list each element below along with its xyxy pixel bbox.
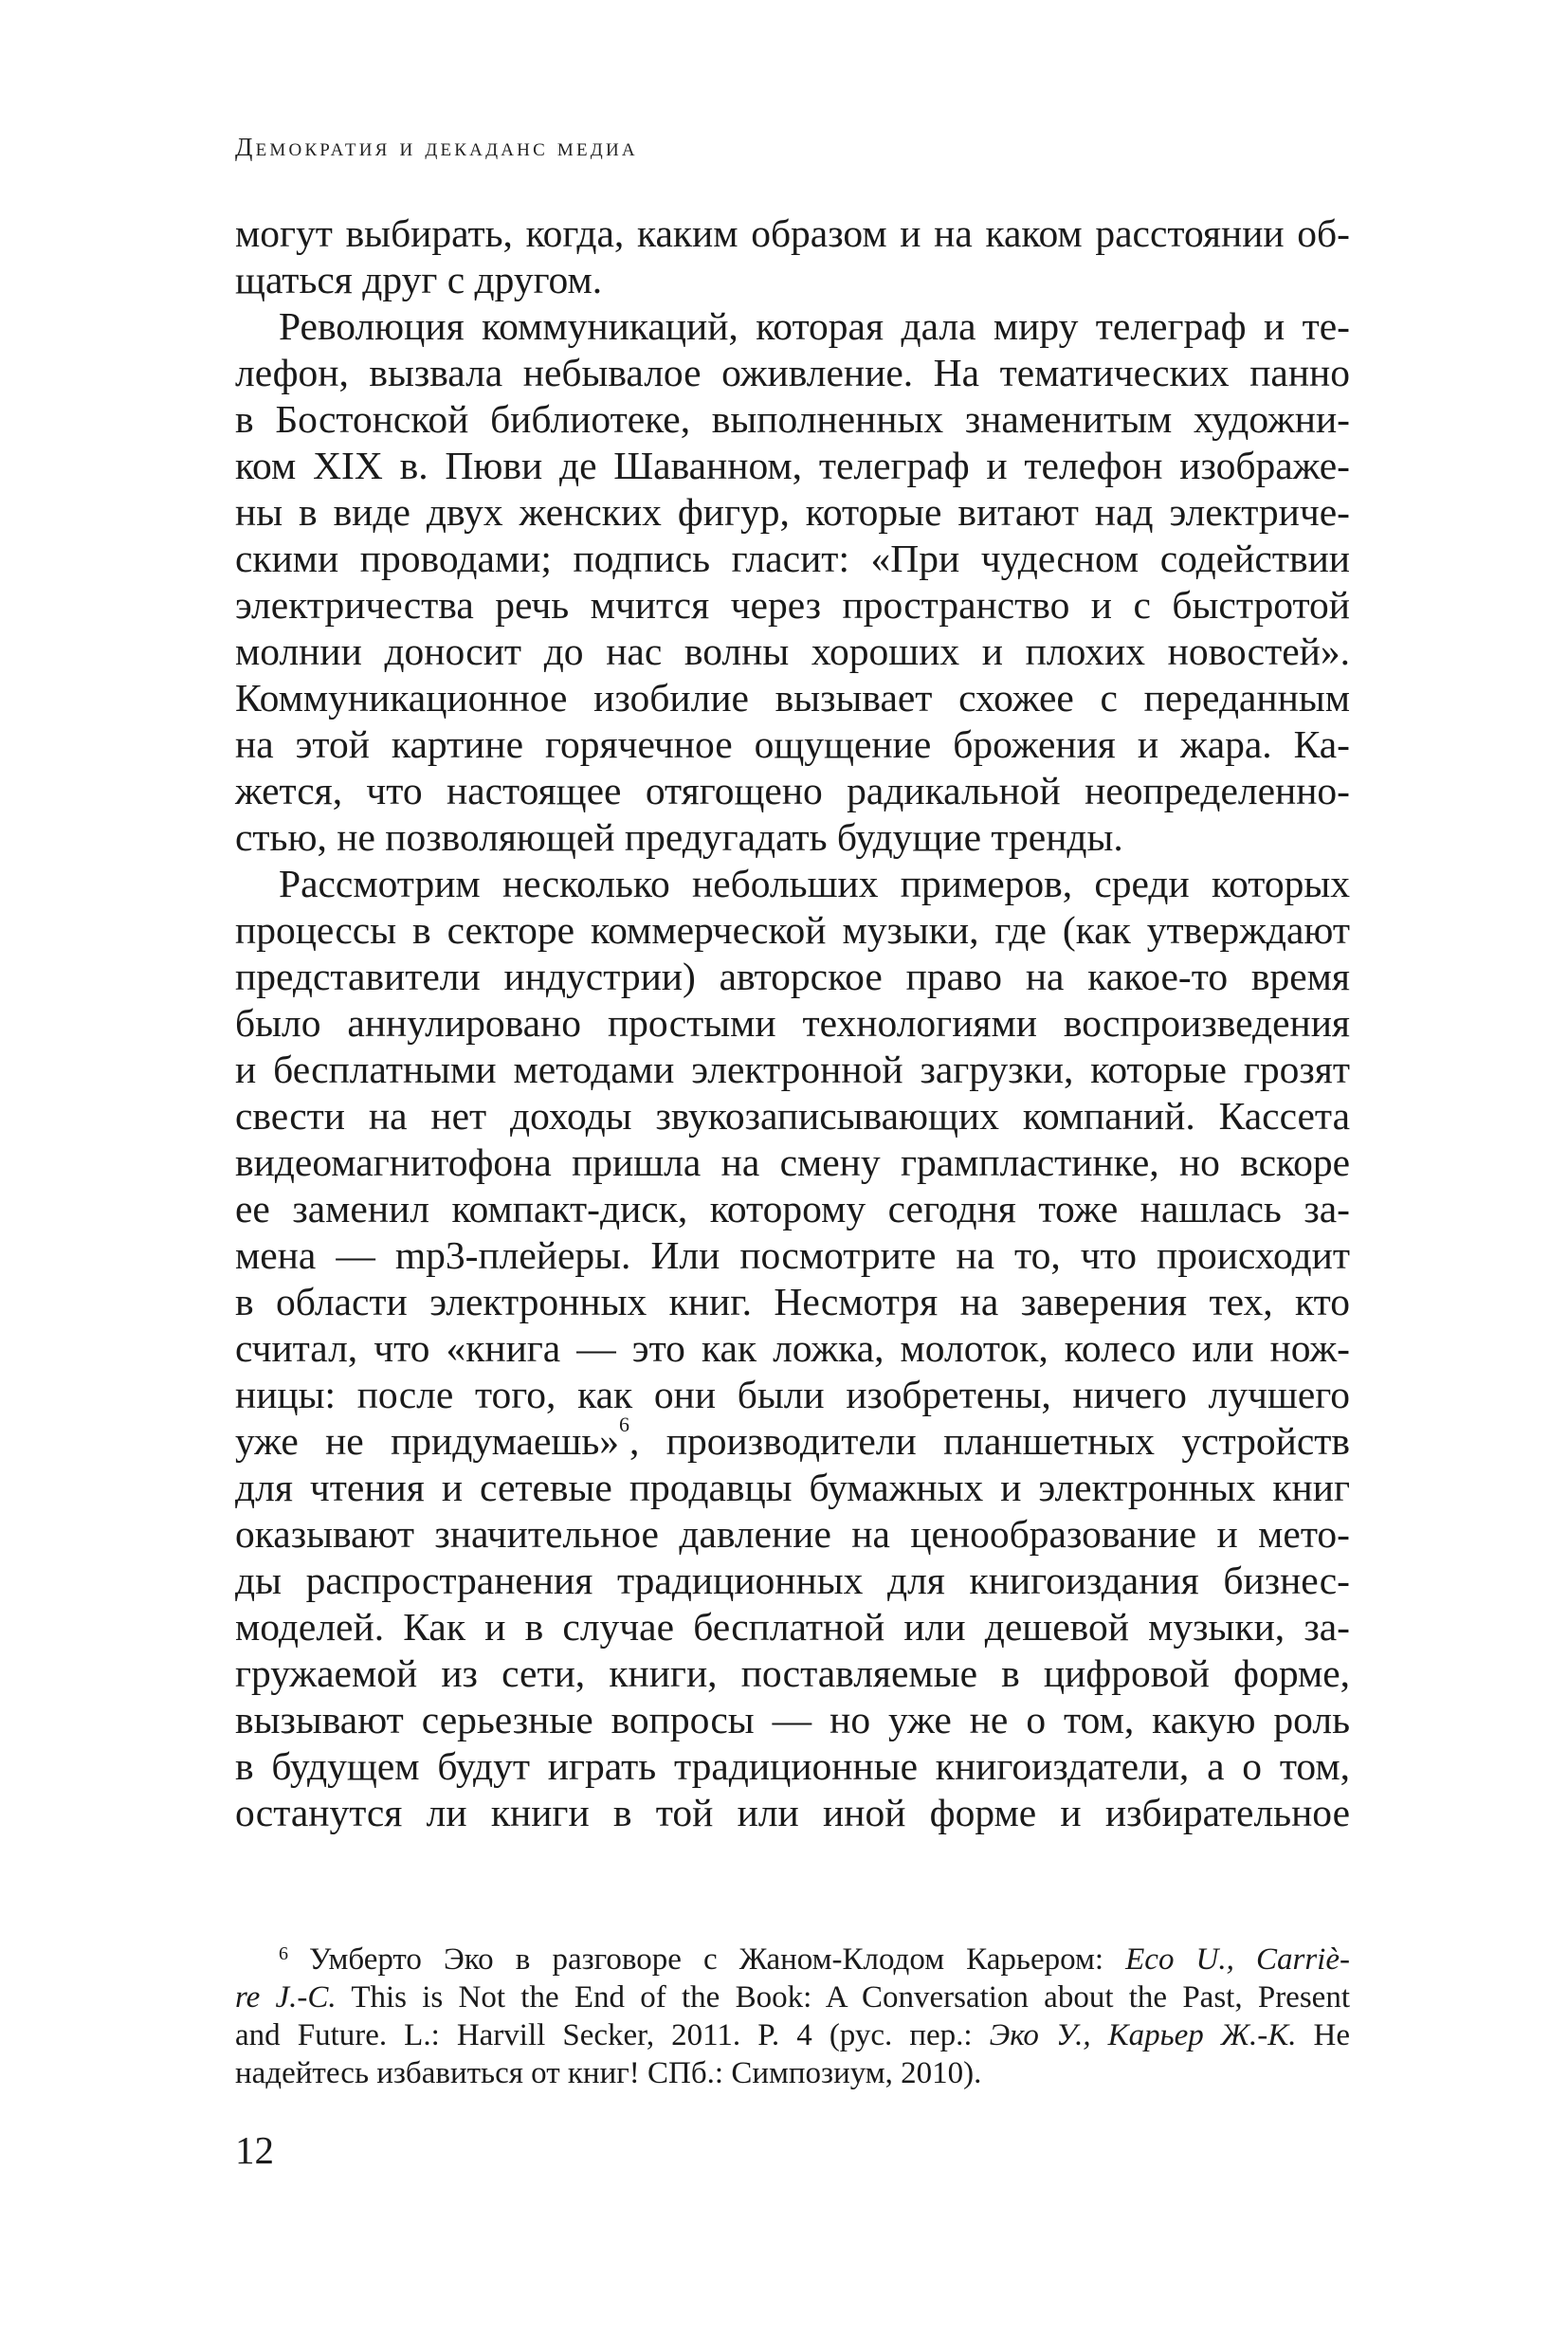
text-line xyxy=(235,1558,1350,1604)
text-line-content: лефон, вызвала небывалое оживление. На тематических панно xyxy=(235,351,1350,394)
text-line xyxy=(235,1047,1350,1093)
text-line-content: представители индустрии) авторское право на какое-то время xyxy=(235,955,1350,998)
text-line-content: считал, что «книга — это как ложка, молоток, колесо или нож- xyxy=(235,1326,1350,1370)
text-line xyxy=(235,303,1350,350)
text-line-content: в будущем будут играть традиционные книгоиздатели, а о том, xyxy=(235,1744,1350,1788)
text-line xyxy=(235,396,1350,443)
text-line-content: в Бостонской библиотеке, выполненных знаменитым художни- xyxy=(235,397,1350,441)
text-line-content: для чтения и сетевые продавцы бумажных и электронных книг xyxy=(235,1466,1350,1509)
page-number: 12 xyxy=(235,2128,274,2172)
footnote-text: надейтесь избавиться от книг! СПб.: Симпозиум, 2010). xyxy=(235,2056,982,2090)
text-line xyxy=(235,350,1350,396)
text-line xyxy=(235,210,1350,257)
text-line-content: свести на нет доходы звукозаписывающих компаний. Кассета xyxy=(235,1094,1350,1138)
text-line xyxy=(235,257,1350,303)
text-line-content: ницы: после того, как они были изобретены, ничего лучшего xyxy=(235,1373,1350,1416)
text-line-content: вызывают серьезные вопросы — но уже не о том, какую роль xyxy=(235,1698,1350,1741)
text-line-content: жется, что настоящее отягощено радикальной неопределенно- xyxy=(235,769,1350,812)
footnote-text: and Future. L.: Harvill Secker, 2011. P. 4 (рус. пер.: xyxy=(235,2018,990,2052)
text-line xyxy=(235,629,1350,675)
text-line-content: ком XIX в. Пюви де Шаванном, телеграф и телефон изображе- xyxy=(235,444,1350,487)
footnote-italic-text: Eco U., Carriè- xyxy=(1125,1942,1350,1977)
text-line-content: скими проводами; подпись гласит: «При чудесном содействии xyxy=(235,537,1350,580)
text-line xyxy=(235,814,1350,861)
text-line-content: в области электронных книг. Несмотря на заверения тех, кто xyxy=(235,1280,1350,1323)
text-line xyxy=(235,1413,1350,1465)
text-line-content: видеомагнитофона пришла на смену грампластинке, но вскоре xyxy=(235,1140,1350,1184)
text-line xyxy=(235,1790,1350,1836)
text-line xyxy=(235,954,1350,1000)
text-line-content: ны в виде двух женских фигур, которые витают над электриче- xyxy=(235,490,1350,534)
text-line xyxy=(235,1000,1350,1047)
text-line xyxy=(235,1140,1350,1186)
text-line-content: Коммуникационное изобилие вызывает схожее с переданным xyxy=(235,676,1350,720)
text-line xyxy=(235,1093,1350,1140)
footnote-reference[interactable]: 6 xyxy=(619,1413,630,1436)
text-line-content: ды распространения традиционных для книгоиздания бизнес- xyxy=(235,1559,1350,1602)
text-line xyxy=(235,1232,1350,1279)
text-line xyxy=(235,861,1350,907)
running-head: Демократия и декаданс медиа xyxy=(235,133,638,161)
text-line-content: стью, не позволяющей предугадать будущие тренды. xyxy=(235,815,1123,859)
text-line-content: останутся ли книги в той или иной форме и избирательное xyxy=(235,1791,1350,1834)
footnote-line xyxy=(235,1978,1350,2016)
body-text xyxy=(235,210,1350,1836)
text-line xyxy=(235,1650,1350,1697)
text-line xyxy=(235,907,1350,954)
text-line xyxy=(235,1743,1350,1790)
footnote-section xyxy=(235,1941,1350,2092)
text-line-content: моделей. Как и в случае бесплатной или дешевой музыки, за- xyxy=(235,1605,1350,1649)
text-line-content: молнии доносит до нас волны хороших и плохих новостей». xyxy=(235,629,1350,673)
text-line-content: мена — mp3-плейеры. Или посмотрите на то, что происходит xyxy=(235,1233,1350,1277)
text-line-content: ее заменил компакт-диск, которому сегодня тоже нашлась за- xyxy=(235,1187,1350,1231)
footnote-text: Не xyxy=(1296,2018,1350,2052)
text-line xyxy=(235,536,1350,582)
text-line-content: могут выбирать, когда, каким образом и на каком расстоянии об- xyxy=(235,211,1350,255)
text-line-content: оказывают значительное давление на ценообразование и мето- xyxy=(235,1512,1350,1556)
text-line-content: гружаемой из сети, книги, поставляемые в цифровой форме, xyxy=(235,1651,1350,1695)
footnote-text: Умберто Эко в разговоре с Жаном-Клодом Карьером: xyxy=(309,1942,1126,1977)
text-line-content: и бесплатными методами электронной загрузки, которые грозят xyxy=(235,1048,1350,1091)
footnote-line xyxy=(235,1941,1350,1978)
footnote-number: 6 xyxy=(279,1943,288,1964)
text-line xyxy=(235,1697,1350,1743)
text-line-content: щаться друг с другом. xyxy=(235,258,603,301)
footnote-italic-text: Эко У., Карьер Ж.-К. xyxy=(989,2018,1297,2052)
text-line-content: Рассмотрим несколько небольших примеров, среди которых xyxy=(279,862,1350,905)
text-line-content: электричества речь мчится через пространство и с быстротой xyxy=(235,583,1350,627)
text-line xyxy=(235,1372,1350,1418)
text-line xyxy=(235,1186,1350,1232)
footnote-line xyxy=(235,2016,1350,2054)
text-line xyxy=(235,489,1350,536)
text-line xyxy=(235,1604,1350,1650)
footnote-text: This is Not the End of the Book: A Conversation about the Past, Present xyxy=(336,1980,1350,2015)
text-line xyxy=(235,721,1350,768)
text-line xyxy=(235,1465,1350,1511)
text-line xyxy=(235,675,1350,721)
text-line-content: Революция коммуникаций, которая дала миру телеграф и те- xyxy=(279,304,1350,348)
text-line xyxy=(235,768,1350,814)
text-line xyxy=(235,443,1350,489)
text-line-content: процессы в секторе коммерческой музыки, где (как утверждают xyxy=(235,908,1350,952)
text-line-content: уже не придумаешь» xyxy=(235,1419,620,1463)
text-line-content: было аннулировано простыми технологиями воспроизведения xyxy=(235,1001,1350,1045)
text-line xyxy=(235,1325,1350,1372)
text-line xyxy=(235,582,1350,629)
footnote-italic-text: re J.-C. xyxy=(235,1980,337,2015)
footnote-line xyxy=(235,2054,1350,2092)
text-line-continuation: , производители планшетных устройств xyxy=(629,1419,1350,1463)
text-line xyxy=(235,1511,1350,1558)
text-line-content: на этой картине горячечное ощущение брожения и жара. Ка- xyxy=(235,722,1350,766)
text-line xyxy=(235,1279,1350,1325)
